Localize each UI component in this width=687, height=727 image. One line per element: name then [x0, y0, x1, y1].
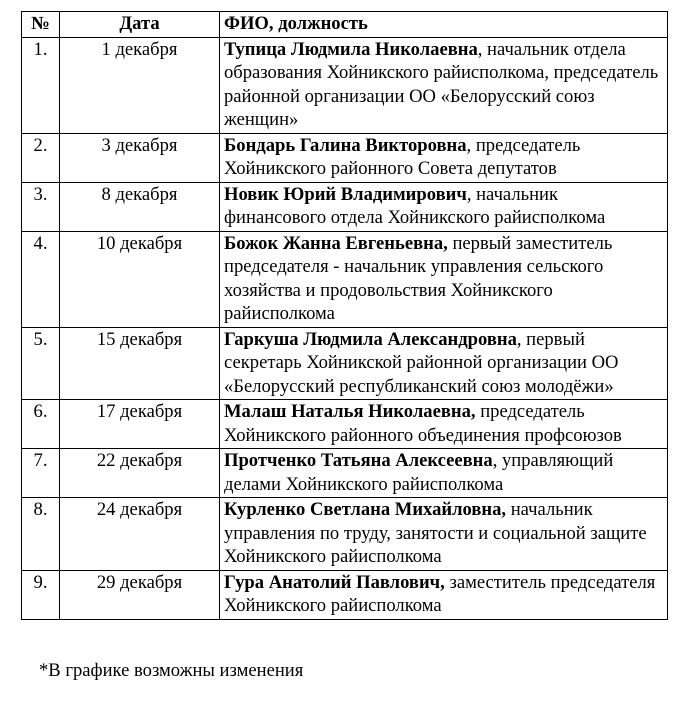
row-fio-position [220, 231, 668, 327]
header-date: Дата [60, 12, 220, 38]
row-number: 3. [22, 182, 60, 231]
row-number: 6. [22, 400, 60, 449]
person-name: Тупица Людмила Николаевна [224, 38, 478, 60]
row-date: 1 декабря [60, 37, 220, 133]
person-name: Новик Юрий Владимирович [224, 183, 467, 205]
row-fio-position [220, 449, 668, 498]
table-header-row [22, 12, 668, 38]
row-number: 1. [22, 37, 60, 133]
table-row [22, 327, 668, 400]
person-position: , начальник финансового отдела Хойникского райисполкома [224, 183, 606, 228]
schedule-table [21, 11, 668, 620]
person-name: Малаш Наталья Николаевна, [224, 401, 476, 422]
person-name: Бондарь Галина Викторовна [224, 134, 467, 156]
person-name: Протченко Татьяна Алексеевна [224, 450, 493, 471]
person-position: заместитель председателя Хойникского райисполкома [224, 571, 656, 616]
person-position: , начальник отдела образования Хойникского райисполкома, председатель районной организации ОО «Белорусский союз женщин» [224, 38, 659, 130]
person-name: Гура Анатолий Павлович, [224, 571, 445, 593]
table-row [22, 37, 668, 133]
table-row [22, 133, 668, 182]
table-row [22, 182, 668, 231]
row-number: 7. [22, 449, 60, 498]
row-date: 17 декабря [60, 400, 220, 449]
row-fio-position [220, 37, 668, 133]
person-position: первый заместитель председателя - начальник управления сельского хозяйства и продовольствия Хойникского райисполкома [224, 232, 613, 324]
person-position: председатель Хойникского районного объединения профсоюзов [224, 401, 622, 446]
row-fio-position [220, 327, 668, 400]
person-position: , председатель Хойникского районного Совета депутатов [224, 134, 581, 179]
row-fio-position [220, 182, 668, 231]
header-fio-position: ФИО, должность [220, 12, 668, 38]
row-date: 24 декабря [60, 498, 220, 571]
row-date: 10 декабря [60, 231, 220, 327]
row-number: 8. [22, 498, 60, 571]
schedule-footnote: *В графике возможны изменения [39, 660, 304, 681]
table-row [22, 449, 668, 498]
person-position: начальник управления по труду, занятости и социальной защите Хойникского райисполкома [224, 499, 647, 567]
person-name: Божок Жанна Евгеньевна, [224, 232, 448, 254]
row-number: 9. [22, 570, 60, 619]
row-number: 5. [22, 327, 60, 400]
person-position: , первый секретарь Хойникской районной организации ОО «Белорусский республиканский союз молодёжи» [224, 328, 619, 397]
row-fio-position [220, 570, 668, 619]
table-row [22, 498, 668, 571]
person-name: Гаркуша Людмила Александровна [224, 328, 517, 350]
person-name: Курленко Светлана Михайловна, [224, 499, 507, 520]
table-row [22, 400, 668, 449]
row-date: 3 декабря [60, 133, 220, 182]
person-position: , управляющий делами Хойникского райисполкома [224, 450, 614, 495]
row-date: 15 декабря [60, 327, 220, 400]
row-date: 29 декабря [60, 570, 220, 619]
row-number: 2. [22, 133, 60, 182]
row-fio-position [220, 133, 668, 182]
row-fio-position [220, 400, 668, 449]
row-date: 8 декабря [60, 182, 220, 231]
table-row [22, 231, 668, 327]
row-date: 22 декабря [60, 449, 220, 498]
row-number: 4. [22, 231, 60, 327]
header-number: № [22, 12, 60, 38]
table-row [22, 570, 668, 619]
row-fio-position [220, 498, 668, 571]
